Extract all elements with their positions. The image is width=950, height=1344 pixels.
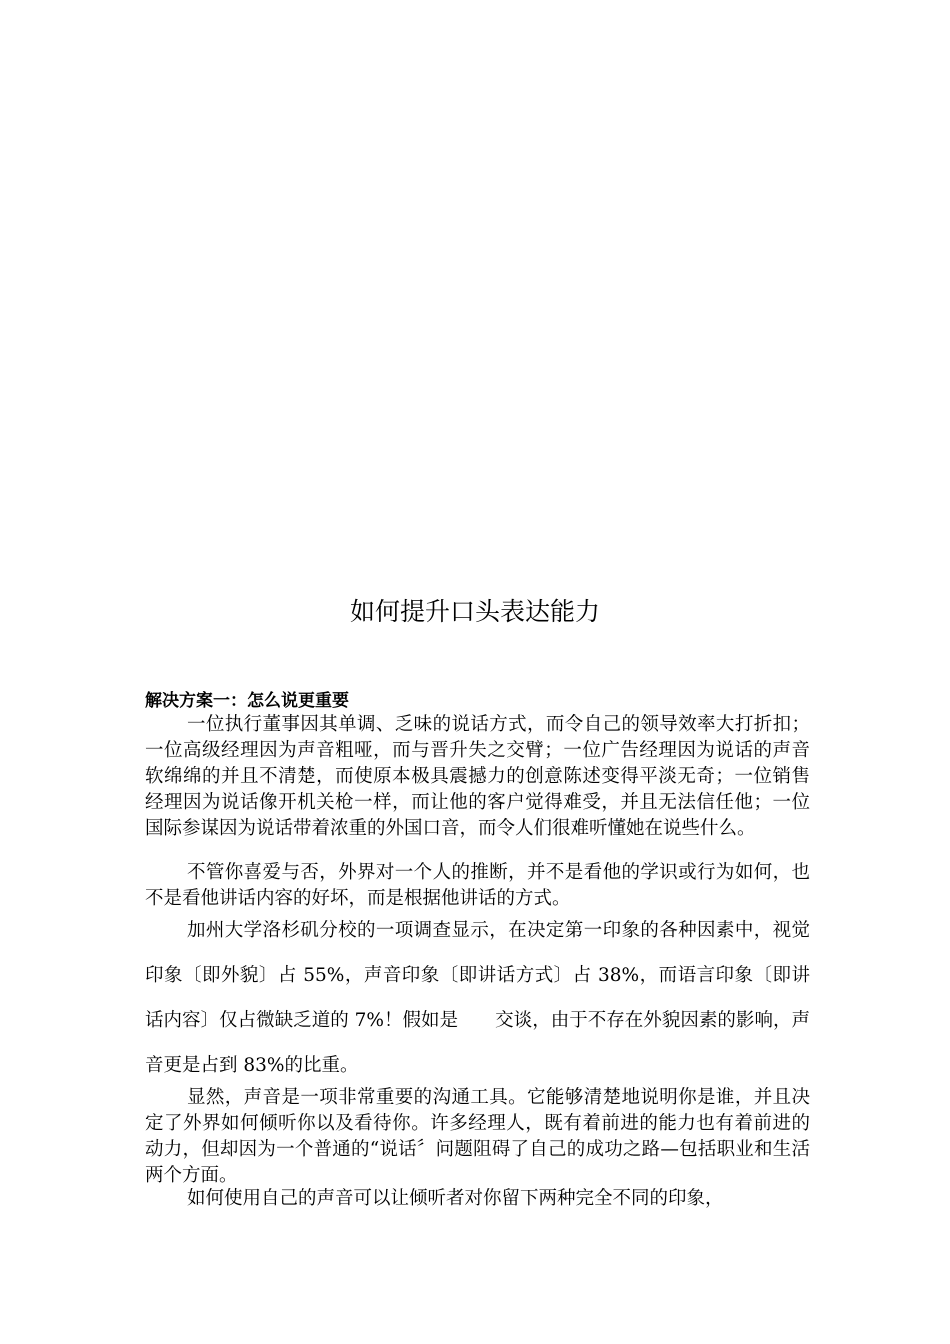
paragraph-1: 一位执行董事因其单调、乏味的说话方式，而令自己的领导效率大打折扣；一位高级经理因为声音粗哑，而与晋升失之交臂；一位广告经理因为说话的声音软绵绵的并且不清楚，而使原本极具震撼力的创意陈述变得平淡无奇；一位销售经理因为说话像开机关枪一样，而让他的客户觉得难受，并且无法信任他；一位国际参谋因为说话带着浓重的外国口音，而令人们很难听懂她在说些什么。	[145, 714, 810, 839]
paragraph-4: 显然，声音是一项非常重要的沟通工具。它能够清楚地说明你是谁，并且决定了外界如何倾听你以及看待你。许多经理人，既有着前进的能力也有着前进的动力，但却因为一个普通的“说话〞问题阻碍了自己的成功之路—包括职业和生活两个方面。	[145, 1087, 810, 1186]
paragraph-3: 加州大学洛杉矶分校的一项调查显示，在决定第一印象的各种因素中，视觉印象〔即外貌〕占 55%，声音印象〔即讲话方式〕占 38%，而语言印象〔即讲话内容〕仅占微缺乏道的 7%！假如是 交谈，由于不存在外貌因素的影响，声音更是占到 83%的比重。	[145, 920, 810, 1076]
section-heading: 解决方案一：怎么说更重要	[145, 691, 349, 711]
document-title: 如何提升口头表达能力	[349, 597, 600, 626]
paragraph-5: 如何使用自己的声音可以让倾听者对你留下两种完全不同的印象，	[187, 1188, 724, 1209]
paragraph-2: 不管你喜爱与否，外界对一个人的推断，并不是看他的学识或行为如何，也不是看他讲话内容的好坏，而是根据他讲话的方式。	[145, 862, 810, 909]
